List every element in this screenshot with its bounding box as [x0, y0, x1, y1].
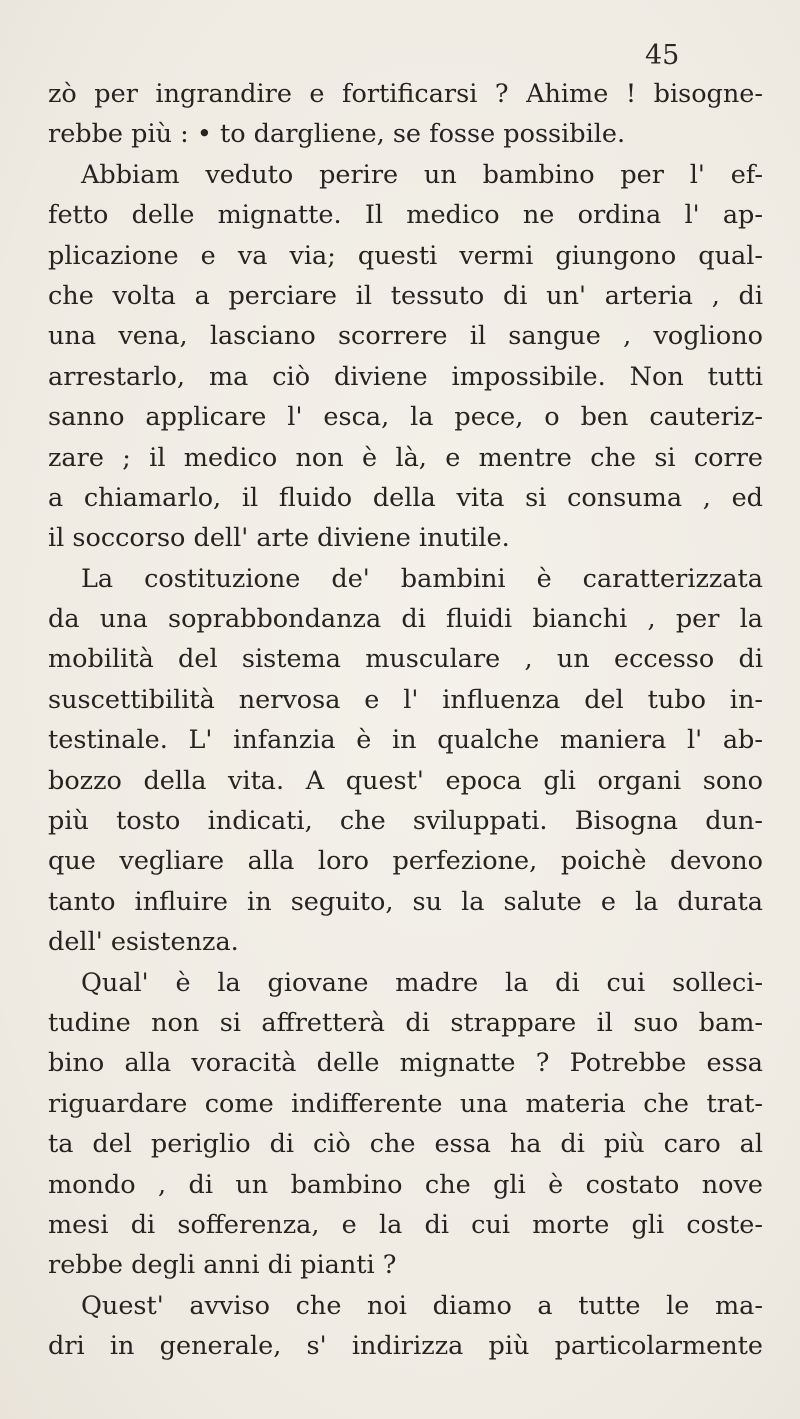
text-line: bino alla voracità delle mignatte ? Potrebbe essa: [48, 1048, 763, 1079]
text-line: zò per ingrandire e fortificarsi ? Ahime ! bisogne-: [48, 79, 763, 109]
text-line: più tosto indicati, che sviluppati. Bisogna dun-: [48, 806, 763, 837]
text-line: Quest' avviso che noi diamo a tutte le ma-: [81, 1290, 763, 1321]
text-line: fetto delle mignatte. Il medico ne ordina l' ap-: [48, 200, 763, 231]
text-line: suscettibilità nervosa e l' influenza del tubo in-: [48, 684, 763, 715]
text-line: plicazione e va via; questi vermi giungono qual-: [48, 240, 763, 271]
text-line: che volta a perciare il tessuto di un' arteria , di: [48, 280, 763, 311]
text-line: da una soprabbondanza di fluidi bianchi , per la: [48, 604, 763, 635]
text-line: dell' esistenza.: [48, 927, 239, 958]
text-line: mesi di sofferenza, e la di cui morte gli coste-: [48, 1209, 763, 1240]
text-line: a chiamarlo, il fluido della vita si consuma , ed: [48, 482, 763, 513]
text-line: tanto influire in seguito, su la salute e la durata: [48, 886, 763, 917]
text-line: mondo , di un bambino che gli è costato nove: [48, 1169, 763, 1200]
text-line: testinale. L' infanzia è in qualche maniera l' ab-: [48, 725, 763, 756]
text-line: rebbe degli anni di pianti ?: [48, 1250, 397, 1281]
text-line: mobilità del sistema musculare , un eccesso di: [48, 644, 763, 675]
text-line: Qual' è la giovane madre la di cui solleci-: [81, 967, 763, 998]
text-line: dri in generale, s' indirizza più particolarmente: [48, 1331, 763, 1362]
text-line: riguardare come indifferente una materia che trat-: [48, 1088, 763, 1119]
text-line: arrestarlo, ma ciò diviene impossibile. Non tutti: [48, 361, 763, 392]
text-line: Abbiam veduto perire un bambino per l' ef-: [81, 159, 763, 190]
text-line: que vegliare alla loro perfezione, poichè devono: [48, 846, 763, 877]
text-line: rebbe più : • to dargliene, se fosse possibile.: [48, 119, 626, 150]
text-line: una vena, lasciano scorrere il sangue , vogliono: [48, 321, 763, 352]
page-number: 45: [645, 40, 680, 71]
text-line: il soccorso dell' arte diviene inutile.: [48, 523, 510, 554]
text-line: tudine non si affretterà di strappare il suo bam-: [48, 1007, 763, 1038]
text-line: La costituzione de' bambini è caratterizzata: [81, 563, 763, 594]
body-text: [48, 74, 763, 1367]
text-line: bozzo della vita. A quest' epoca gli organi sono: [48, 765, 763, 796]
text-line: zare ; il medico non è là, e mentre che si corre: [48, 442, 763, 473]
text-line: ta del periglio di ciò che essa ha di più caro al: [48, 1129, 763, 1160]
text-line: sanno applicare l' esca, la pece, o ben cauteriz-: [48, 402, 763, 433]
